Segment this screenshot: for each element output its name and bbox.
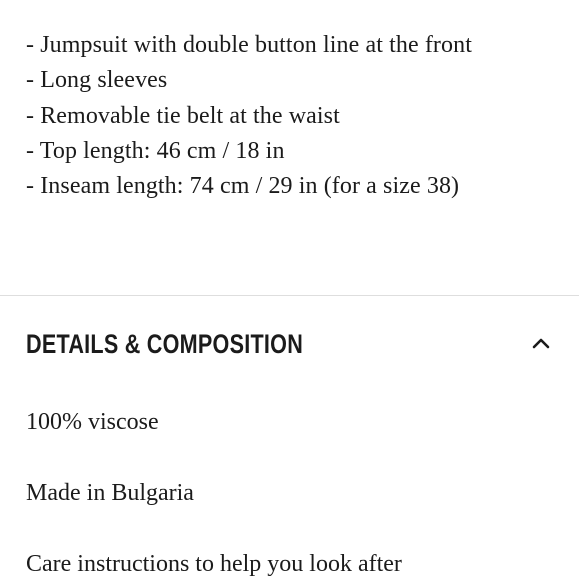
description-bullet: - Inseam length: 74 cm / 29 in (for a size 38) <box>26 173 460 200</box>
description-bullet: - Jumpsuit with double button line at the front <box>26 32 472 58</box>
description-bullet: - Top length: 46 cm / 18 in <box>26 137 285 164</box>
care-instructions-text: Care instructions to help you look after <box>26 551 402 577</box>
composition-text: 100% viscose <box>26 409 159 435</box>
details-composition-toggle[interactable] <box>0 296 579 392</box>
description-bullet: - Long sleeves <box>26 67 168 94</box>
description-bullet: - Removable tie belt at the waist <box>26 102 340 129</box>
origin-text: Made in Bulgaria <box>26 480 194 506</box>
chevron-up-icon[interactable] <box>530 332 552 354</box>
product-description-list <box>26 28 571 204</box>
section-title: DETAILS & COMPOSITION <box>26 329 304 359</box>
